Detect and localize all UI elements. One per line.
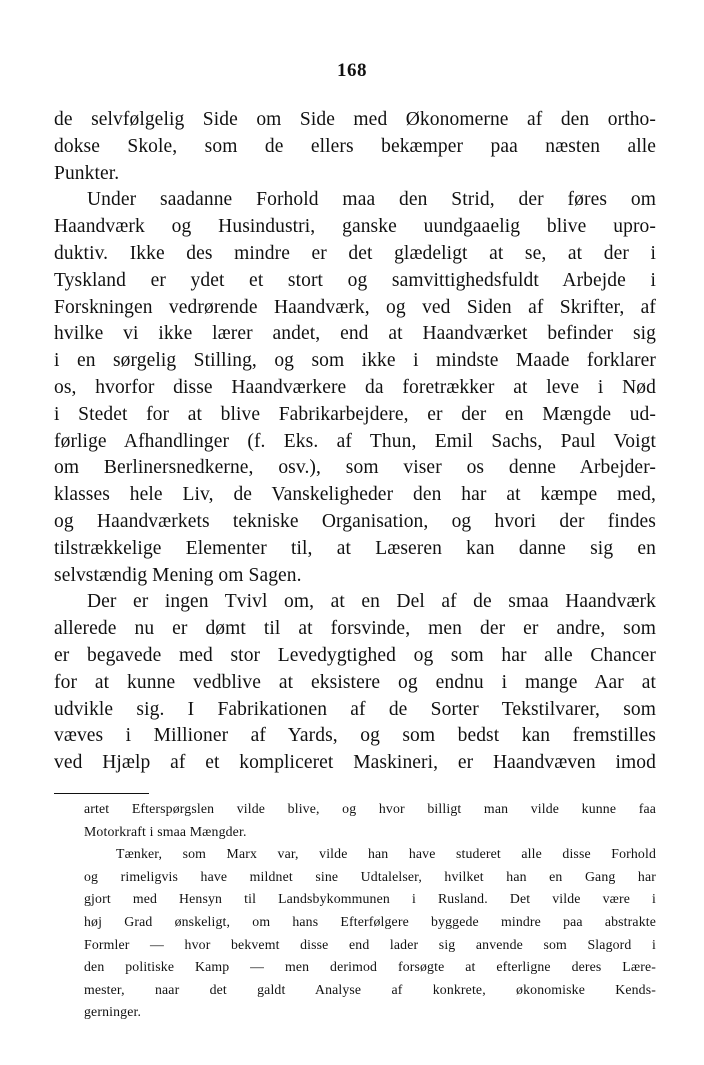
page-number: 168 bbox=[337, 60, 367, 81]
body-line: tilstrækkelige Elementer til, at Læseren kan danne sig en bbox=[54, 537, 656, 559]
footnote-separator bbox=[54, 793, 149, 794]
footnote-line: høj Grad ønskeligt, om hans Efterfølgere byggede mindre paa abstrakte bbox=[84, 913, 656, 929]
body-line: Haandværk og Husindustri, ganske uundgaaelig blive upro- bbox=[54, 216, 656, 238]
body-line: væves i Millioner af Yards, og som bedst kan fremstilles bbox=[54, 725, 656, 747]
footnote-line: og rimeligvis have mildnet sine Udtalelser, hvilket han en Gang har bbox=[84, 868, 656, 884]
body-line: Tyskland er ydet et stort og samvittighedsfuldt Arbejde i bbox=[54, 269, 656, 291]
body-line: selvstændig Mening om Sagen. bbox=[54, 564, 302, 586]
footnotes bbox=[84, 798, 656, 1024]
body-line: for at kunne vedblive at eksistere og endnu i mange Aar at bbox=[54, 671, 656, 693]
body-line: i en sørgelig Stilling, og som ikke i mindste Maade forklarer bbox=[54, 350, 656, 372]
footnote-line: gerninger. bbox=[84, 1004, 142, 1020]
body-line: dokse Skole, som de ellers bekæmper paa næsten alle bbox=[54, 135, 656, 157]
body-line: og Haandværkets tekniske Organisation, og hvori der findes bbox=[54, 510, 656, 532]
footnote-line: den politiske Kamp — men derimod forsøgte at efterligne deres Lære- bbox=[84, 959, 656, 975]
body-line: klasses hele Liv, de Vanskeligheder den har at kæmpe med, bbox=[54, 484, 656, 506]
body-line: Forskningen vedrørende Haandværk, og ved Siden af Skrifter, af bbox=[54, 296, 656, 318]
body-line: Punkter. bbox=[54, 162, 120, 184]
body-line: de selvfølgelig Side om Side med Økonomerne af den ortho- bbox=[54, 109, 656, 130]
body-line: udvikle sig. I Fabrikationen af de Sorter Tekstilvarer, som bbox=[54, 698, 656, 720]
footnote-line: Tænker, som Marx var, vilde han have studeret alle disse Forhold bbox=[116, 846, 656, 862]
body-line: førlige Afhandlinger (f. Eks. af Thun, Emil Sachs, Paul Voigt bbox=[54, 430, 656, 452]
body-line: duktiv. Ikke des mindre er det glædeligt at se, at der i bbox=[54, 242, 656, 264]
body-line: ved Hjælp af et kompliceret Maskineri, er Haandvæven imod bbox=[54, 752, 656, 774]
body-line: Der er ingen Tvivl om, at en Del af de smaa Haandværk bbox=[87, 591, 656, 613]
body-line: om Berlinersnedkerne, osv.), som viser os denne Arbejder- bbox=[54, 457, 656, 479]
footnote-line: Motorkraft i smaa Mængder. bbox=[84, 823, 247, 839]
footnote-line: gjort med Hensyn til Landsbykommunen i Rusland. Det vilde være i bbox=[84, 891, 656, 907]
body-text bbox=[54, 107, 656, 777]
body-line: hvilke vi ikke lærer andet, end at Haandværket befinder sig bbox=[54, 323, 656, 345]
body-line: i Stedet for at blive Fabrikarbejdere, er der en Mængde ud- bbox=[54, 403, 656, 425]
body-line: allerede nu er dømt til at forsvinde, men der er andre, som bbox=[54, 618, 656, 640]
body-line: Under saadanne Forhold maa den Strid, der føres om bbox=[87, 189, 656, 211]
footnote-line: Formler — hvor bekvemt disse end lader sig anvende som Slagord i bbox=[84, 936, 656, 952]
footnote-line: mester, naar det galdt Analyse af konkrete, økonomiske Kends- bbox=[84, 981, 656, 997]
footnote-line: artet Efterspørgslen vilde blive, og hvor billigt man vilde kunne faa bbox=[84, 801, 656, 816]
body-line: os, hvorfor disse Haandværkere da foretrækker at leve i Nød bbox=[54, 376, 656, 398]
body-line: er begavede med stor Levedygtighed og som har alle Chancer bbox=[54, 644, 656, 666]
